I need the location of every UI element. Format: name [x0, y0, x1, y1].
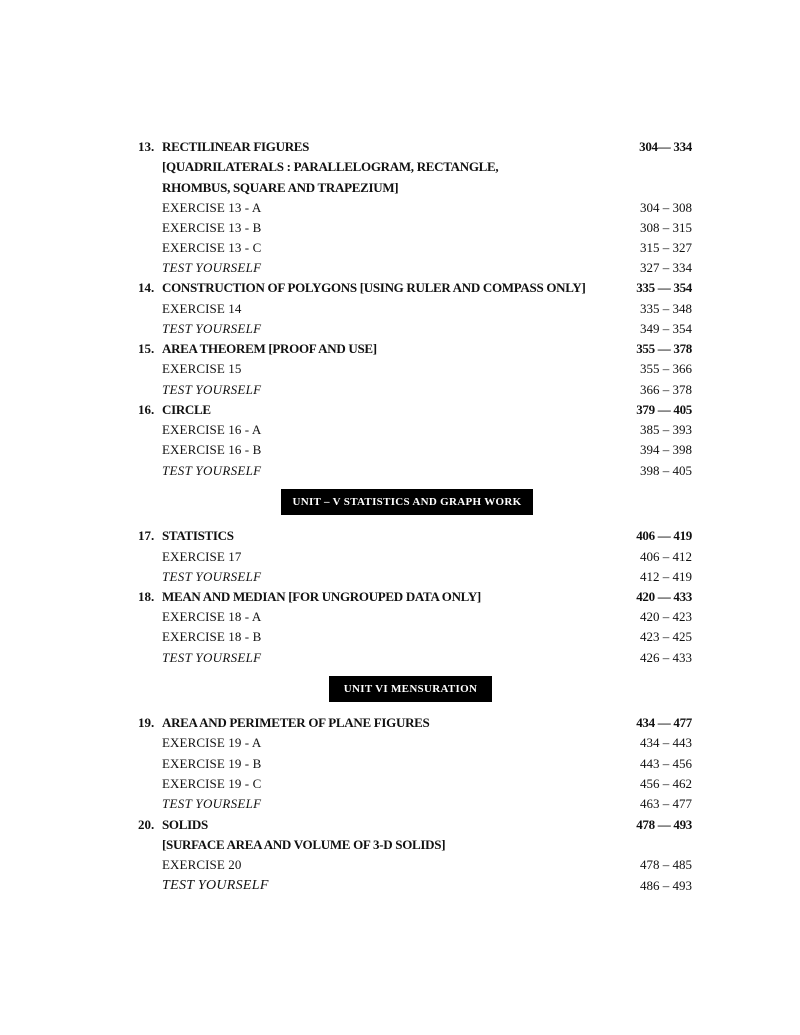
chapter-number: 16.	[138, 402, 155, 417]
toc-test-yourself-19	[138, 794, 692, 814]
exercise-title: EXERCISE 19 - A	[162, 735, 262, 750]
exercise-title: EXERCISE 17	[162, 549, 242, 564]
test-title: TEST YOURSELF	[162, 796, 262, 811]
chapter-title: SOLIDS	[162, 817, 208, 832]
test-pages: 412 – 419	[640, 569, 692, 584]
toc-exercise-20	[138, 855, 692, 875]
chapter-pages: 434 — 477	[636, 715, 692, 730]
test-title: TEST YOURSELF	[162, 260, 262, 275]
toc-exercise-17	[138, 547, 692, 567]
exercise-title: EXERCISE 14	[162, 301, 242, 316]
toc-test-yourself-14	[138, 319, 692, 339]
exercise-title: EXERCISE 16 - B	[162, 442, 262, 457]
toc-chapter-17	[138, 526, 692, 546]
test-pages: 349 – 354	[640, 321, 692, 336]
chapter-title: MEAN AND MEDIAN [FOR UNGROUPED DATA ONLY]	[162, 589, 481, 604]
exercise-pages: 406 – 412	[640, 549, 692, 564]
exercise-pages: 443 – 456	[640, 756, 692, 771]
chapter-note: [SURFACE AREA AND VOLUME OF 3-D SOLIDS]	[162, 837, 446, 852]
chapter-pages: 304— 334	[639, 139, 692, 154]
chapter-pages: 478 — 493	[636, 817, 692, 832]
test-title: TEST YOURSELF	[162, 321, 262, 336]
exercise-title: EXERCISE 13 - A	[162, 200, 262, 215]
toc-chapter-18	[138, 587, 692, 607]
exercise-title: EXERCISE 19 - C	[162, 776, 262, 791]
toc-exercise-16-b	[138, 440, 692, 460]
exercise-pages: 385 – 393	[640, 422, 692, 437]
toc-test-yourself-16	[138, 461, 692, 481]
chapter-title: RECTILINEAR FIGURES	[162, 139, 310, 154]
chapter-number: 18.	[138, 589, 155, 604]
toc-test-yourself-13	[138, 258, 692, 278]
toc-exercise-13-b	[138, 218, 692, 238]
test-pages: 366 – 378	[640, 382, 692, 397]
test-pages: 486 – 493	[640, 878, 692, 893]
chapter-number: 15.	[138, 341, 155, 356]
chapter-title: AREA THEOREM [PROOF AND USE]	[162, 341, 377, 356]
exercise-title: EXERCISE 15	[162, 361, 242, 376]
test-title: TEST YOURSELF	[162, 878, 269, 893]
chapter-title: CONSTRUCTION OF POLYGONS [USING RULER AND COMPASS ONLY]	[162, 280, 586, 295]
toc-chapter-19	[138, 713, 692, 733]
toc-chapter-14	[138, 278, 692, 298]
toc-exercise-13-a	[138, 198, 692, 218]
exercise-title: EXERCISE 13 - B	[162, 220, 262, 235]
chapter-number: 17.	[138, 528, 155, 543]
test-pages: 463 – 477	[640, 796, 692, 811]
toc-chapter-20-note	[138, 835, 692, 855]
toc-test-yourself-15	[138, 380, 692, 400]
toc-chapter-20	[138, 815, 692, 835]
exercise-pages: 420 – 423	[640, 609, 692, 624]
chapter-pages: 406 — 419	[636, 528, 692, 543]
toc-exercise-18-a	[138, 607, 692, 627]
test-title: TEST YOURSELF	[162, 382, 262, 397]
toc-exercise-16-a	[138, 420, 692, 440]
unit-v-banner: UNIT – V STATISTICS AND GRAPH WORK	[281, 489, 533, 515]
toc-chapter-13	[138, 137, 692, 157]
toc-test-yourself-20	[138, 876, 692, 896]
toc-exercise-18-b	[138, 627, 692, 647]
exercise-title: EXERCISE 16 - A	[162, 422, 262, 437]
toc-test-yourself-18	[138, 648, 692, 668]
exercise-title: EXERCISE 19 - B	[162, 756, 262, 771]
toc-exercise-15	[138, 359, 692, 379]
exercise-pages: 315 – 327	[640, 240, 692, 255]
exercise-pages: 456 – 462	[640, 776, 692, 791]
chapter-pages: 355 — 378	[636, 341, 692, 356]
exercise-title: EXERCISE 18 - B	[162, 629, 262, 644]
test-title: TEST YOURSELF	[162, 650, 262, 665]
chapter-pages: 379 — 405	[636, 402, 692, 417]
test-pages: 327 – 334	[640, 260, 692, 275]
chapter-title: STATISTICS	[162, 528, 234, 543]
chapter-pages: 335 — 354	[636, 280, 692, 295]
toc-chapter-15	[138, 339, 692, 359]
toc-test-yourself-17	[138, 567, 692, 587]
exercise-pages: 355 – 366	[640, 361, 692, 376]
toc-exercise-19-c	[138, 774, 692, 794]
test-pages: 426 – 433	[640, 650, 692, 665]
chapter-note: RHOMBUS, SQUARE AND TRAPEZIUM]	[162, 180, 399, 195]
exercise-pages: 335 – 348	[640, 301, 692, 316]
chapter-title: AREA AND PERIMETER OF PLANE FIGURES	[162, 715, 430, 730]
toc-chapter-13-note-1	[138, 157, 692, 177]
exercise-pages: 423 – 425	[640, 629, 692, 644]
exercise-pages: 304 – 308	[640, 200, 692, 215]
chapter-title: CIRCLE	[162, 402, 211, 417]
exercise-pages: 478 – 485	[640, 857, 692, 872]
exercise-pages: 308 – 315	[640, 220, 692, 235]
test-pages: 398 – 405	[640, 463, 692, 478]
chapter-number: 13.	[138, 139, 155, 154]
exercise-pages: 394 – 398	[640, 442, 692, 457]
chapter-number: 14.	[138, 280, 155, 295]
exercise-title: EXERCISE 20	[162, 857, 242, 872]
test-title: TEST YOURSELF	[162, 569, 262, 584]
chapter-number: 19.	[138, 715, 155, 730]
toc-chapter-13-note-2	[138, 178, 692, 198]
test-title: TEST YOURSELF	[162, 463, 262, 478]
chapter-note: [QUADRILATERALS : PARALLELOGRAM, RECTANGLE,	[162, 159, 499, 174]
toc-exercise-14	[138, 299, 692, 319]
chapter-number: 20.	[138, 817, 155, 832]
chapter-pages: 420 — 433	[636, 589, 692, 604]
unit-vi-banner: UNIT VI MENSURATION	[329, 676, 492, 702]
toc-exercise-19-b	[138, 754, 692, 774]
exercise-title: EXERCISE 13 - C	[162, 240, 262, 255]
toc-exercise-13-c	[138, 238, 692, 258]
toc-chapter-16	[138, 400, 692, 420]
toc-exercise-19-a	[138, 733, 692, 753]
exercise-title: EXERCISE 18 - A	[162, 609, 262, 624]
exercise-pages: 434 – 443	[640, 735, 692, 750]
